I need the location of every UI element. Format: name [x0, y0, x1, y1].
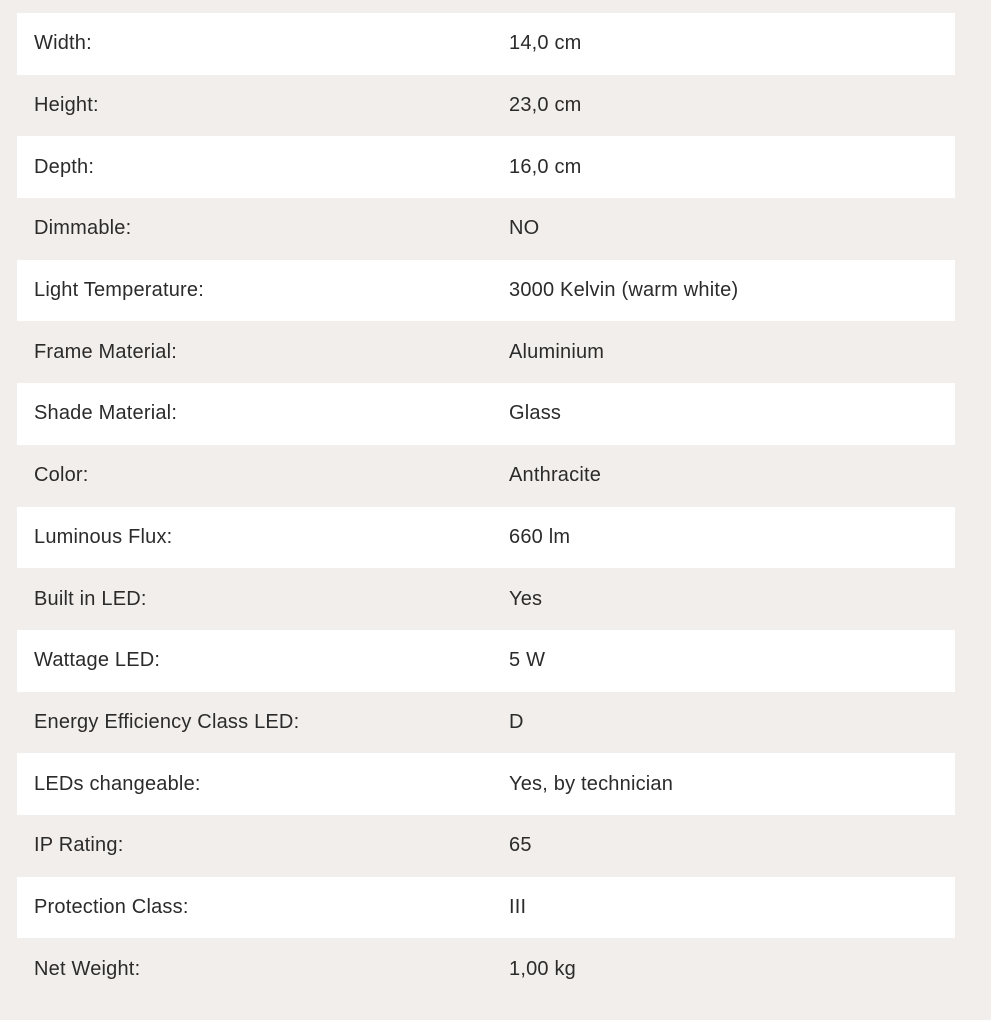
spec-row-wattage-led [17, 630, 955, 692]
spec-row-dimmable [17, 198, 955, 260]
spec-row-light-temperature [17, 260, 955, 322]
spec-value: Glass [509, 402, 562, 425]
spec-value: 65 [509, 834, 532, 857]
spec-value: 5 W [509, 649, 546, 672]
spec-label: LEDs changeable: [34, 772, 201, 795]
spec-value: 1,00 kg [509, 957, 577, 980]
spec-value: 23,0 cm [509, 94, 582, 117]
spec-value: Anthracite [509, 464, 602, 487]
spec-label: Dimmable: [34, 217, 132, 240]
spec-value: Aluminium [509, 340, 605, 363]
spec-value: 16,0 cm [509, 155, 582, 178]
spec-row-luminous-flux [17, 507, 955, 569]
spec-label: IP Rating: [34, 834, 124, 857]
spec-row-protection-class [17, 877, 955, 939]
spec-value: D [509, 710, 524, 733]
spec-label: Shade Material: [34, 402, 178, 425]
specification-table [17, 13, 955, 1000]
spec-label: Width: [34, 32, 92, 55]
spec-label: Net Weight: [34, 957, 141, 980]
spec-label: Energy Efficiency Class LED: [34, 710, 300, 733]
spec-label: Depth: [34, 155, 95, 178]
spec-row-shade-material [17, 383, 955, 445]
spec-value: 3000 Kelvin (warm white) [509, 279, 739, 302]
spec-row-net-weight [17, 938, 955, 1000]
spec-label: Light Temperature: [34, 279, 204, 302]
spec-row-leds-changeable [17, 753, 955, 815]
spec-label: Wattage LED: [34, 649, 161, 672]
spec-label: Height: [34, 94, 99, 117]
spec-label: Built in LED: [34, 587, 147, 610]
spec-row-color [17, 445, 955, 507]
spec-row-depth [17, 136, 955, 198]
spec-row-built-in-led [17, 568, 955, 630]
spec-value: Yes, by technician [509, 772, 674, 795]
spec-row-ip-rating [17, 815, 955, 877]
spec-row-energy-efficiency-class [17, 692, 955, 754]
spec-row-frame-material [17, 321, 955, 383]
spec-value: Yes [509, 587, 543, 610]
spec-value: III [509, 895, 527, 918]
spec-value: 660 lm [509, 525, 571, 548]
spec-row-width [17, 13, 955, 75]
spec-label: Luminous Flux: [34, 525, 173, 548]
spec-value: NO [509, 217, 540, 240]
spec-label: Frame Material: [34, 340, 178, 363]
spec-row-height [17, 75, 955, 137]
spec-label: Protection Class: [34, 895, 189, 918]
spec-label: Color: [34, 464, 89, 487]
spec-value: 14,0 cm [509, 32, 582, 55]
